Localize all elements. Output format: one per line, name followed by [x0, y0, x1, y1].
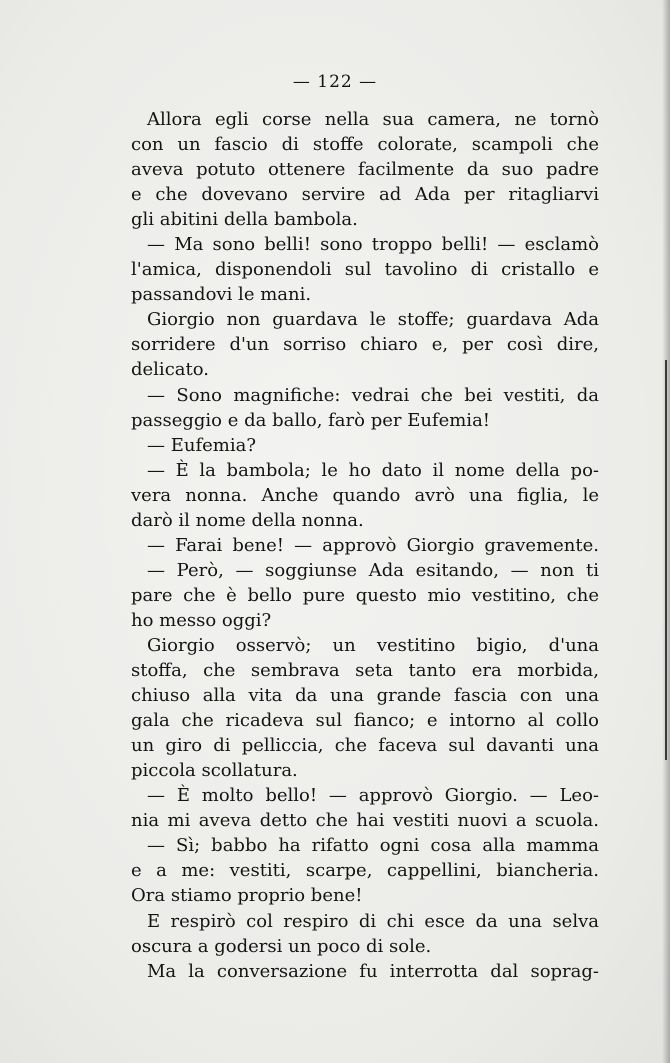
text-line: Ora stiamo proprio bene!	[131, 885, 363, 907]
body-text	[131, 107, 599, 984]
text-line: sorridere d'un sorriso chiaro e, per così dire,	[131, 334, 599, 356]
text-line: vera nonna. Anche quando avrò una figlia, le	[131, 484, 599, 506]
text-line: — Eufemia?	[147, 434, 256, 456]
text-line: — Sì; babbo ha rifatto ogni cosa alla mamma	[147, 835, 599, 857]
text-line: un giro di pelliccia, che faceva sul davanti una	[131, 735, 599, 757]
text-line: — Però, — soggiunse Ada esitando, — non ti	[147, 559, 599, 581]
text-line: darò il nome della nonna.	[131, 509, 364, 531]
text-line: con un fascio di stoffe colorate, scampoli che	[131, 134, 599, 156]
text-line: stoffa, che sembrava seta tanto era morbida,	[131, 660, 599, 682]
text-line: e a me: vestiti, scarpe, cappellini, biancheria.	[131, 860, 599, 882]
text-line: Ma la conversazione fu interrotta dal soprag-	[147, 960, 599, 982]
text-line: chiuso alla vita da una grande fascia con una	[131, 685, 599, 707]
text-line: oscura a godersi un poco di sole.	[131, 935, 432, 957]
text-line: passandovi le mani.	[131, 284, 312, 306]
text-line: ho messo oggi?	[131, 609, 272, 631]
text-line: gli abitini della bambola.	[131, 209, 358, 231]
text-line: aveva potuto ottenere facilmente da suo padre	[131, 159, 599, 181]
page-edge-line	[665, 360, 667, 760]
text-line: — Farai bene! — approvò Giorgio gravemente.	[147, 534, 599, 556]
text-line: piccola scollatura.	[131, 760, 298, 782]
text-line: delicato.	[131, 359, 209, 381]
text-line: l'amica, disponendoli sul tavolino di cristallo e	[131, 259, 599, 281]
text-line: e che dovevano servire ad Ada per ritagliarvi	[131, 184, 599, 206]
text-line: nia mi aveva detto che hai vestiti nuovi a scuola.	[131, 810, 599, 832]
text-line: — È la bambola; le ho dato il nome della po-	[147, 459, 599, 481]
text-line: pare che è bello pure questo mio vestitino, che	[131, 584, 599, 606]
text-line: — Sono magnifiche: vedrai che bei vestiti, da	[147, 384, 599, 406]
text-line: — Ma sono belli! sono troppo belli! — esclamò	[147, 234, 599, 256]
text-line: E respirò col respiro di chi esce da una selva	[147, 910, 599, 932]
page-number: — 122 —	[292, 72, 378, 92]
text-line: Allora egli corse nella sua camera, ne tornò	[147, 109, 599, 130]
text-line: gala che ricadeva sul fianco; e intorno al collo	[131, 710, 599, 732]
text-line: — È molto bello! — approvò Giorgio. — Leo-	[147, 785, 599, 807]
text-line: Giorgio non guardava le stoffe; guardava Ada	[147, 309, 599, 331]
text-line: Giorgio osservò; un vestitino bigio, d'una	[147, 634, 599, 656]
text-line: passeggio e da ballo, farò per Eufemia!	[131, 409, 491, 431]
